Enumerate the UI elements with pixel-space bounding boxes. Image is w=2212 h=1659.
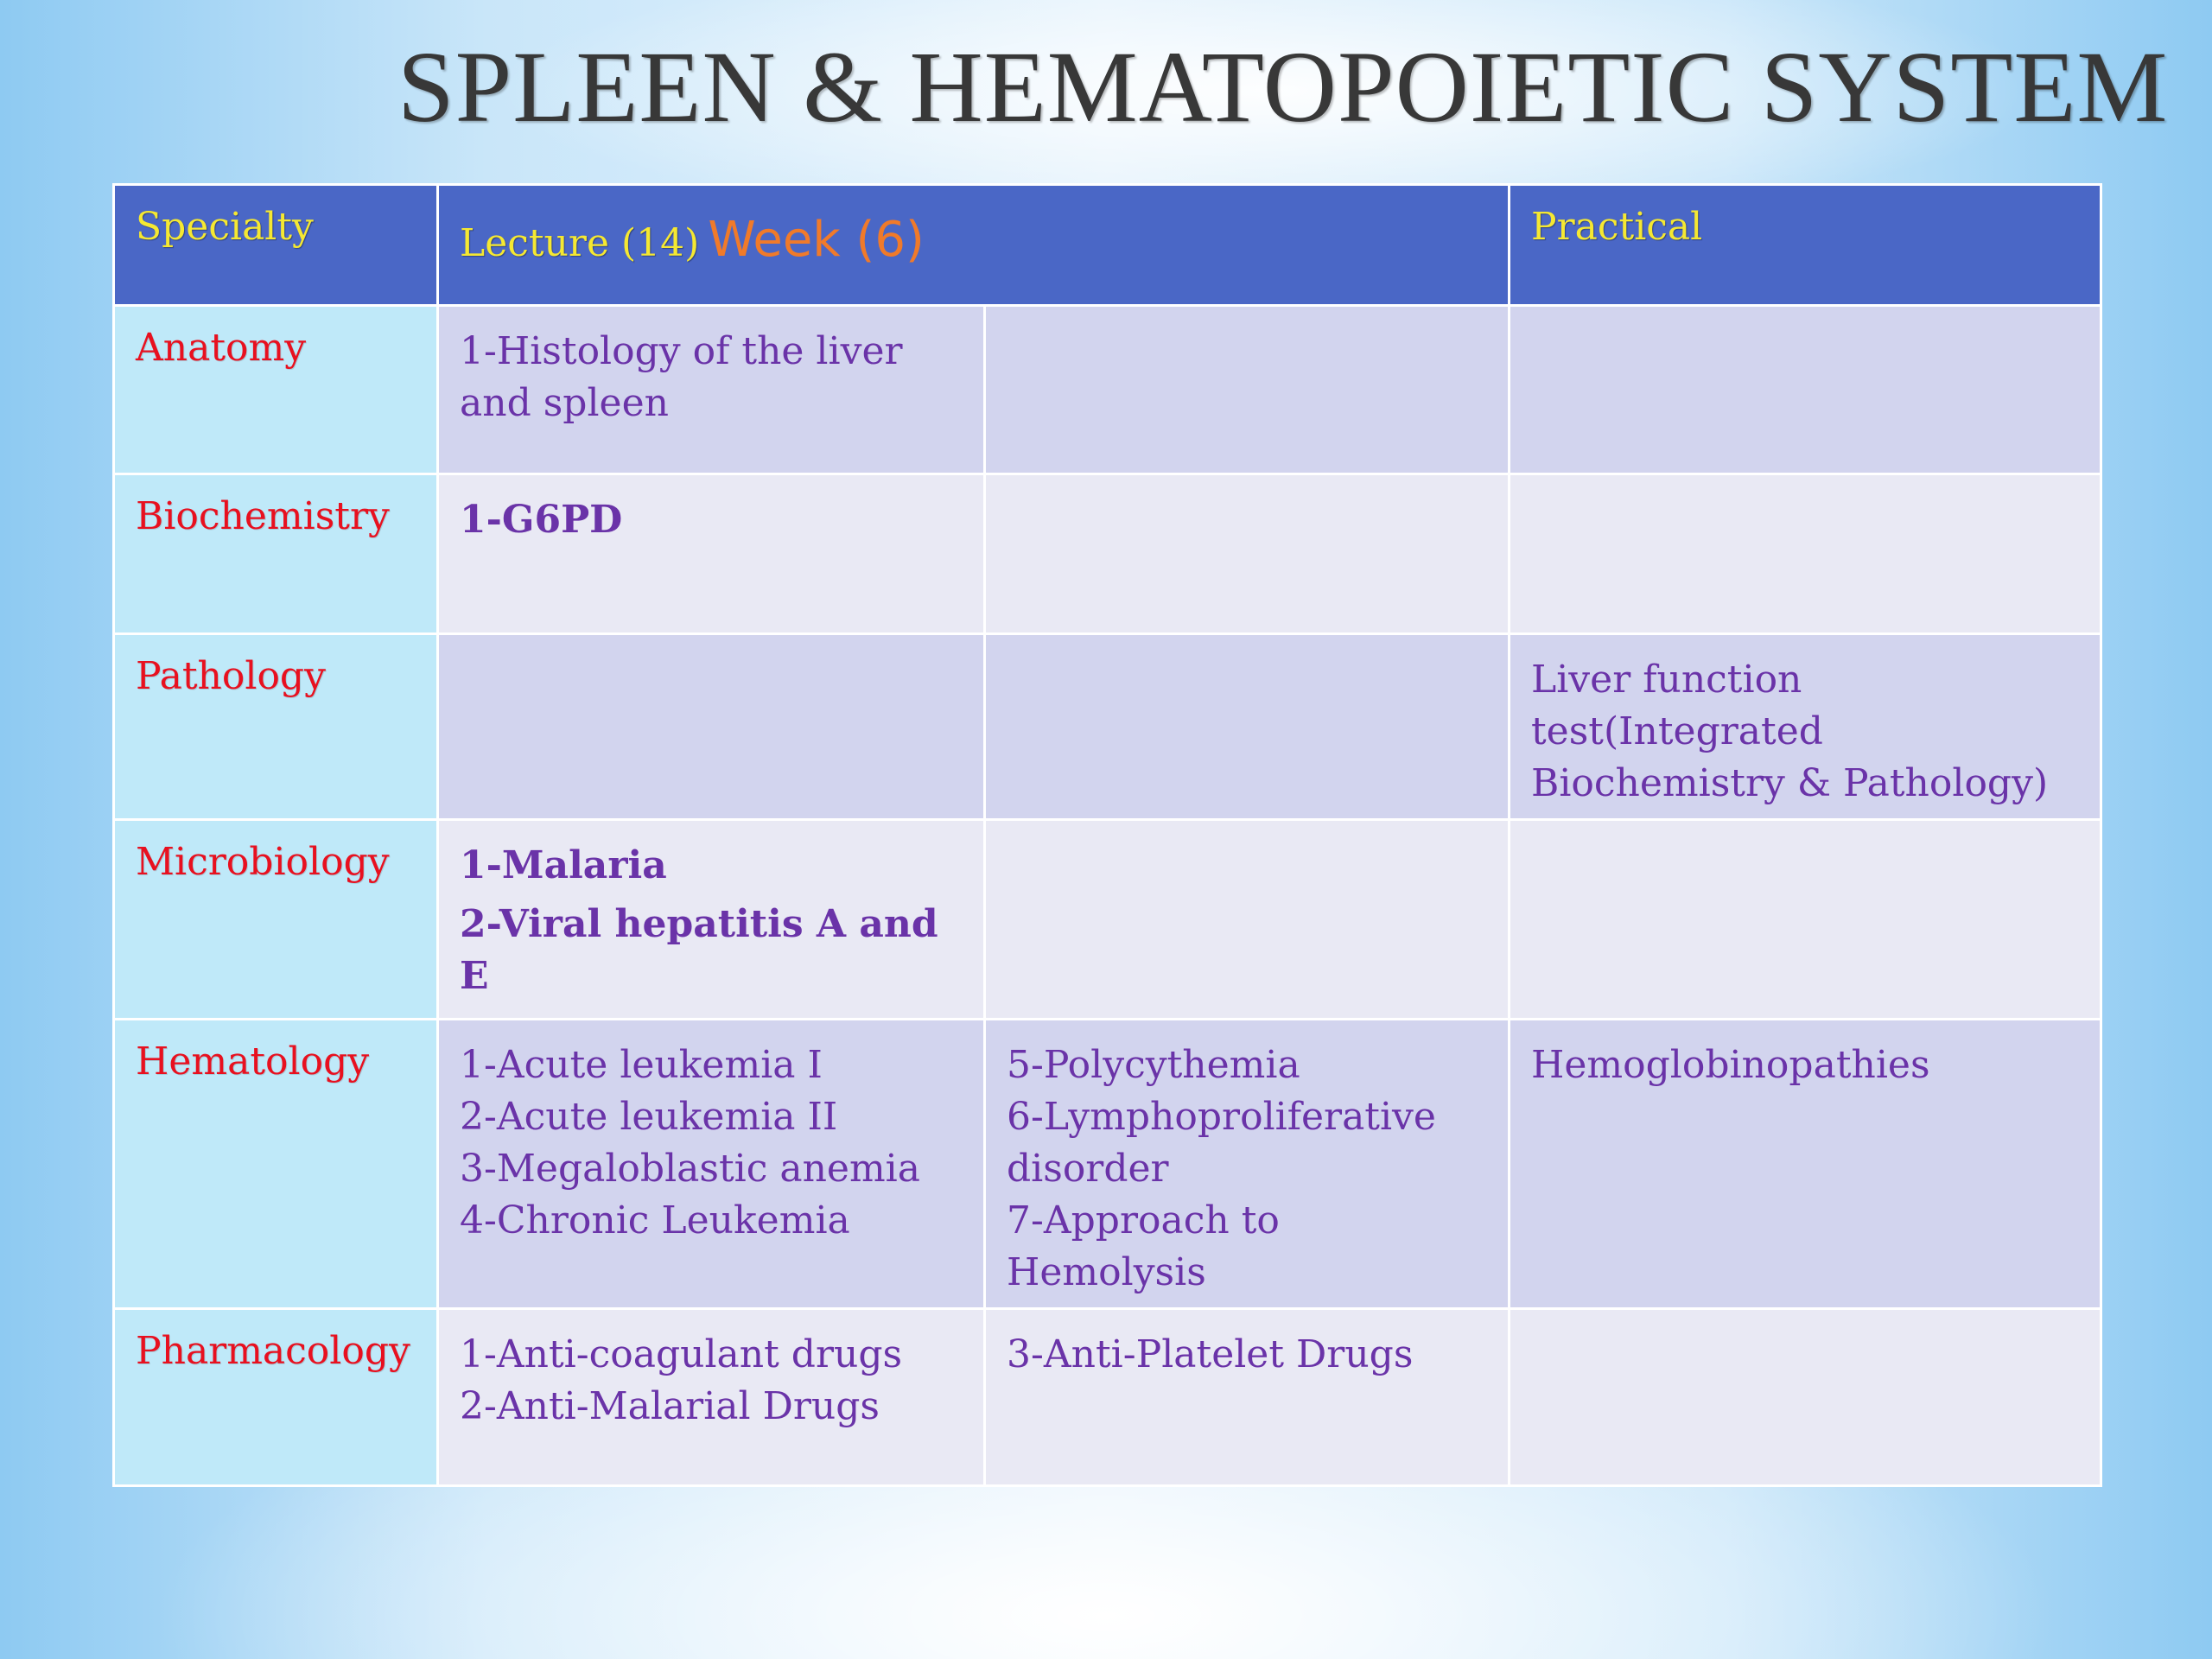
header-practical: Practical [1510, 185, 2101, 306]
lecture-cell [438, 1309, 985, 1486]
lecture-item: 5-Polycythemia [1007, 1043, 1300, 1087]
table-row [114, 306, 2101, 474]
header-week: Week (6) [708, 212, 925, 268]
lecture-cell [438, 634, 985, 820]
table-row [114, 1309, 2101, 1486]
specialty-cell: Pharmacology [114, 1309, 438, 1486]
lecture-item: 3-Megaloblastic anemia [460, 1147, 920, 1191]
lecture-cell [985, 634, 1510, 820]
practical-cell [1510, 820, 2101, 1020]
lecture-item: 3-Anti-Platelet Drugs [1007, 1332, 1414, 1376]
specialty-cell: Microbiology [114, 820, 438, 1020]
lecture-item: 1-Anti-coagulant drugs [460, 1332, 903, 1376]
practical-item: Liver function test(Integrated Biochemistry & Pathology) [1531, 658, 2049, 805]
schedule-table [112, 183, 2102, 1487]
lecture-item: 1-Acute leukemia I [460, 1043, 823, 1087]
specialty-cell: Hematology [114, 1020, 438, 1309]
lecture-item: 1-Malaria [460, 843, 667, 887]
lecture-item: 2-Acute leukemia II [460, 1095, 838, 1139]
lecture-item: 2-Viral hepatitis A and E [460, 902, 938, 998]
table-row [114, 1020, 2101, 1309]
practical-item: Hemoglobinopathies [1531, 1043, 1930, 1087]
lecture-cell [438, 820, 985, 1020]
header-lecture-week [438, 185, 1510, 306]
lecture-item: 7-Approach to Hemolysis [1007, 1198, 1280, 1294]
lecture-cell [985, 1309, 1510, 1486]
header-specialty: Specialty [114, 185, 438, 306]
lecture-cell [985, 306, 1510, 474]
table-header-row [114, 185, 2101, 306]
lecture-cell [438, 306, 985, 474]
lecture-item: 6-Lymphoproliferative disorder [1007, 1095, 1436, 1191]
lecture-cell [985, 1020, 1510, 1309]
lecture-item: 1-Histology of the liver and spleen [460, 329, 903, 425]
lecture-cell [438, 1020, 985, 1309]
practical-cell [1510, 306, 2101, 474]
lecture-cell [985, 474, 1510, 634]
practical-cell [1510, 634, 2101, 820]
lecture-cell [985, 820, 1510, 1020]
lecture-cell [438, 474, 985, 634]
practical-cell [1510, 1020, 2101, 1309]
lecture-item: 2-Anti-Malarial Drugs [460, 1384, 880, 1428]
specialty-cell: Biochemistry [114, 474, 438, 634]
slide-title: SPLEEN & HEMATOPOIETIC SYSTEM [397, 30, 2169, 143]
table-row [114, 474, 2101, 634]
practical-cell [1510, 1309, 2101, 1486]
table-row [114, 820, 2101, 1020]
practical-cell [1510, 474, 2101, 634]
table-row [114, 634, 2101, 820]
header-lecture: Lecture (14) [460, 221, 700, 265]
specialty-cell: Pathology [114, 634, 438, 820]
specialty-cell: Anatomy [114, 306, 438, 474]
lecture-item: 1-G6PD [460, 498, 623, 542]
lecture-item: 4-Chronic Leukemia [460, 1198, 850, 1243]
